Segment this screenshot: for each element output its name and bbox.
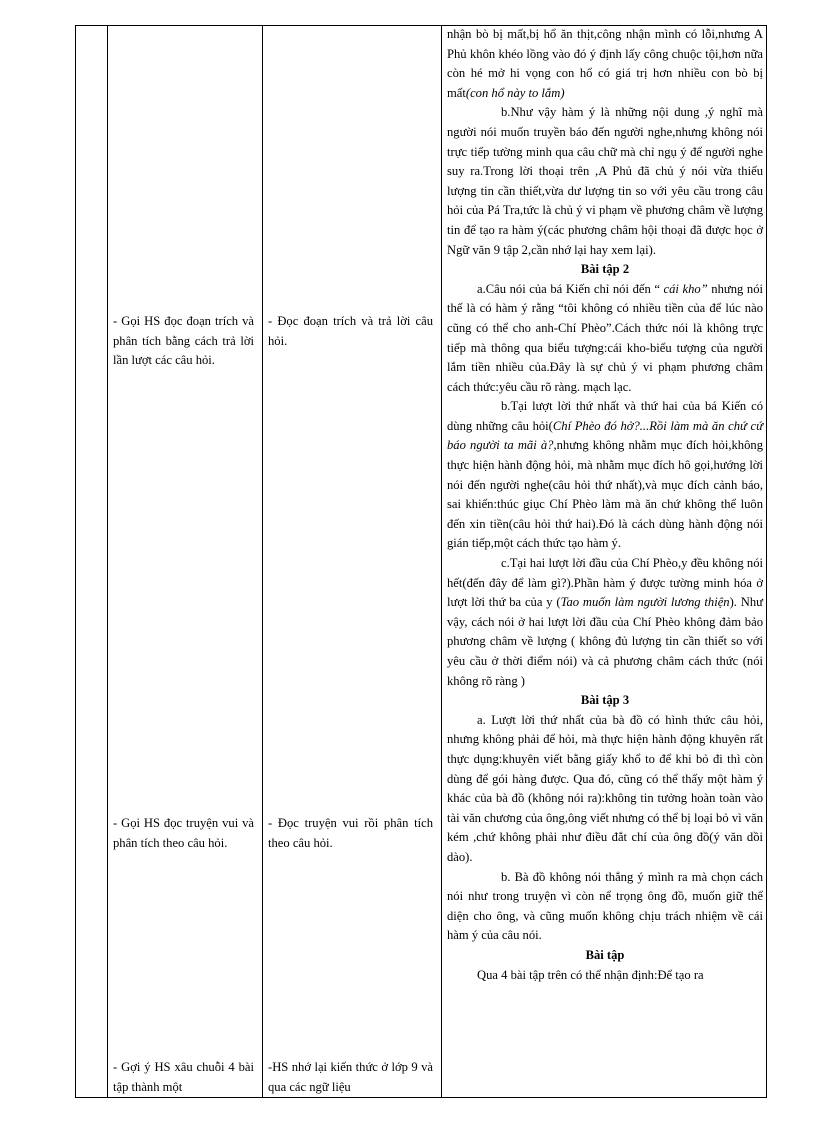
teacher-activity-3: - Gợi ý HS xâu chuỗi 4 bài tập thành một <box>113 1060 254 1094</box>
paragraph: b. Bà đồ không nói thẳng ý mình ra mà chọn cách nói như trong truyện vì còn nể trọng ông đồ, muốn giữ thể diện cho ông, và cũng muốn không chịu trách nhiệm về cái hàm ý của câu nói. <box>447 869 763 943</box>
paragraph: b.Tại lượt lời thứ nhất và thứ hai của bá Kiến có dùng những câu hỏi(Chí Phèo đó hở?...Rồi làm mà ăn chứ cứ báo người ta mãi à?,nhưng không nhằm mục đích hỏi,không thực hiện hành động hỏi, mà nhằm mục đích hô gọi,hướng lời nói đến người nghe(câu hỏi thứ nhất),và mục đích cảnh báo, sai khiến:thúc giục Chí Phèo làm mà ăn chứ không thể luôn đến xin tiền(câu hỏi thứ hai).Đó là cách dùng hành động nói gián tiếp,một cách thức tạo hàm ý. <box>447 399 763 551</box>
paragraph: a. Lượt lời thứ nhất của bà đồ có hình thức câu hỏi, nhưng không phải để hỏi, mà thực hiện hành động khuyên rất thực dụng:khuyên viết bằng giấy khổ to để khi bỏ đi thì còn dùng để gói hàng được. Qua đó, cũng có thể thấy một hàm ý khác của bà đồ (không nói ra):không tin tưởng hoàn toàn vào tài văn chương của ông,ông viết nhưng có thể bị loại bỏ vì văn kém ,chứ không phải như điều đắt chí của ông đồ(ý văn dồi dào). <box>447 712 763 864</box>
column-divider <box>441 26 442 1097</box>
column-divider <box>107 26 108 1097</box>
section-heading: Bài tập <box>585 947 625 962</box>
student-activity-3: -HS nhớ lại kiến thức ở lớp 9 và qua các ngữ liệu <box>268 1060 433 1094</box>
teacher-activity-2: - Gọi HS đọc truyện vui và phân tích theo câu hỏi. <box>113 816 254 850</box>
paragraph: nhận bò bị mất,bị hổ ăn thịt,công nhận mình có lỗi,nhưng A Phủ khôn khéo lồng vào đó ý định lấy công chuộc tội,hơn nữa còn hé mở hi vọng con hổ có giá trị hơn nhiều con bò bị mất(con hổ này to lắm) <box>447 27 763 100</box>
paragraph: a.Câu nói của bá Kiến chỉ nói đến “ cái kho” nhưng nói thế là có hàm ý rằng “tôi không có nhiều tiền của để lúc nào cũng có thể cho anh-Chí Phèo”.Cách thức nói là không trực tiếp mà thông qua biểu tượng:cái kho-biểu tượng của người lắm tiền nhiều của.Đây là sự chủ ý vi phạm phương châm cách thức:yêu cầu rõ ràng. mạch lạc. <box>447 281 763 394</box>
section-heading: Bài tập 2 <box>580 262 630 277</box>
section-heading: Bài tập 3 <box>580 693 630 708</box>
teacher-activity-1: - Gọi HS đọc đoạn trích và phân tích bằng cách trả lời lần lượt các câu hỏi. <box>113 314 254 368</box>
column-divider <box>262 26 263 1097</box>
paragraph: c.Tại hai lượt lời đầu của Chí Phèo,y đều không nói hết(đến đây để làm gì?).Phần hàm ý được tường minh hóa ở lượt lời thứ ba của y (Tao muốn làm người lương thiện). Như vậy, cách nói ở hai lượt lời đầu của Chí Phèo không đảm bảo phương châm về lượng ( không đủ lượng tin cần thiết so với yêu cầu ở thời điểm nói) và cả phương châm cách thức (nói không rõ ràng ) <box>447 556 763 688</box>
paragraph: Qua 4 bài tập trên có thể nhận định:Để tạo ra <box>477 967 704 982</box>
student-activity-2: - Đọc truyện vui rồi phân tích theo câu hỏi. <box>268 816 433 850</box>
lesson-content <box>447 25 763 985</box>
paragraph: b.Như vậy hàm ý là những nội dung ,ý nghĩ mà người nói muốn truyền báo đến người nghe,nhưng không nói trực tiếp tường minh qua câu chữ mà chỉ ngụ ý để người nghe suy ra.Trong lời thoại trên ,A Phủ đã chủ ý nói vừa thiếu lượng tin cần thiết,vừa dư lượng tin so với yêu cầu trong câu hỏi của Pá Tra,tức là chủ ý vi phạm về phương châm về lượng tin để tạo ra hàm ý(các phương châm hội thoại đã được học ở Ngữ văn 9 tập 2,cần nhớ lại hay xem lại). <box>447 105 763 257</box>
student-activity-1: - Đọc đoạn trích và trả lời câu hỏi. <box>268 314 433 348</box>
